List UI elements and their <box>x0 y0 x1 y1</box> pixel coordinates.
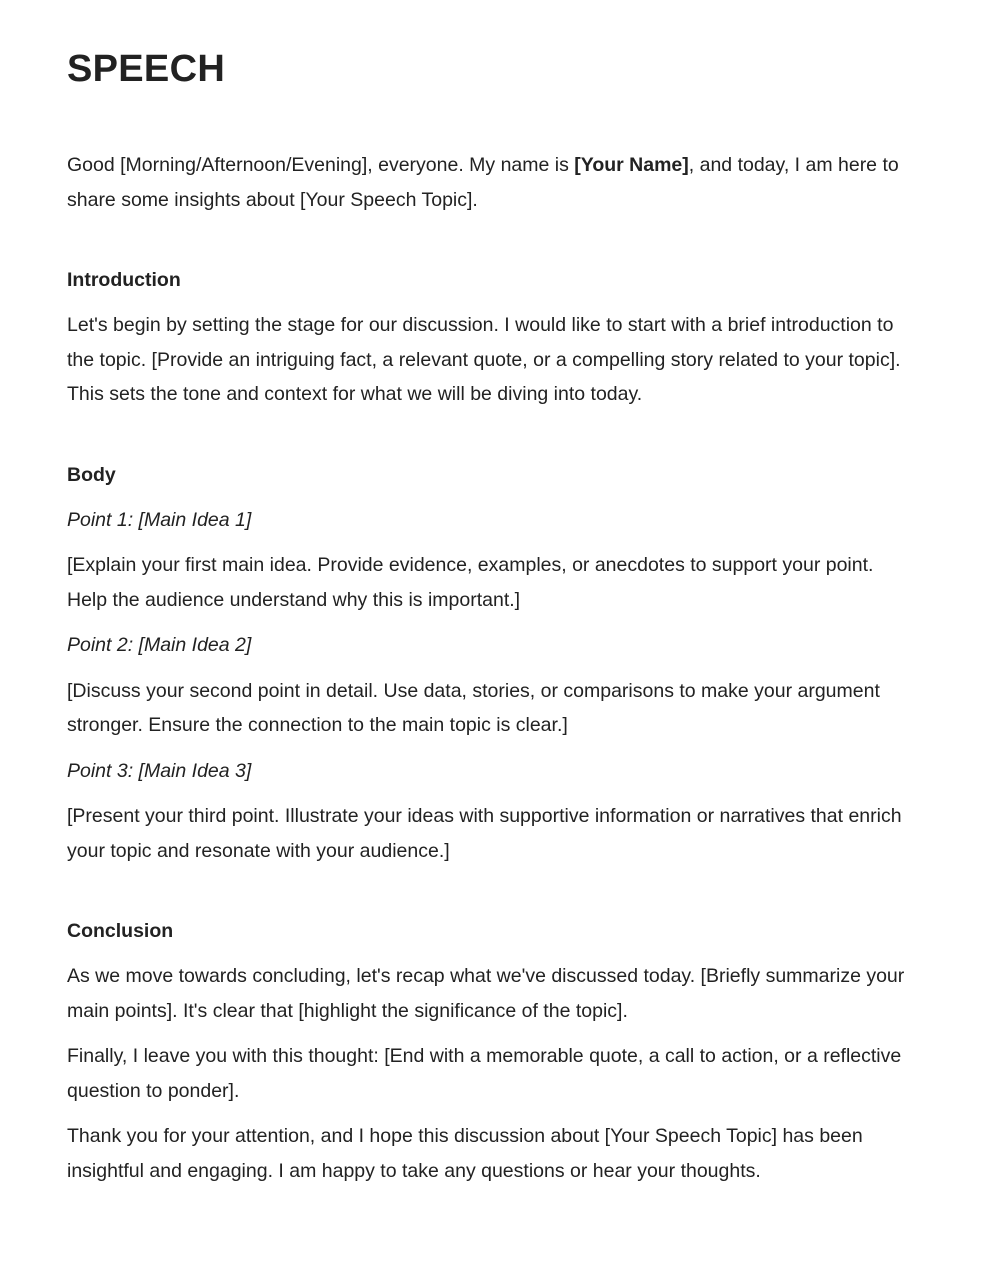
speaker-name-placeholder: [Your Name] <box>574 154 689 176</box>
conclusion-heading: Conclusion <box>67 920 174 942</box>
point-3-title: Point 3: [Main Idea 3] <box>67 759 252 782</box>
greeting-text-before: Good [Morning/Afternoon/Evening], everyone. My name is <box>67 154 575 176</box>
point-1-text: [Explain your first main idea. Provide evidence, examples, or anecdotes to support your point. Help the audience understand why this is important.] <box>67 554 874 611</box>
body-heading: Body <box>67 463 116 486</box>
point-3-text: [Present your third point. Illustrate your ideas with supportive information or narratives that enrich your topic and resonate with your audience.] <box>67 805 902 862</box>
point-2-title: Point 2: [Main Idea 2] <box>67 634 252 656</box>
point-2-text: [Discuss your second point in detail. Use data, stories, or comparisons to make your argument stronger. Ensure the connection to the main topic is clear.] <box>67 679 880 736</box>
introduction-paragraph: Let's begin by setting the stage for our discussion. I would like to start with a brief introduction to the topic. [Provide an intriguing fact, a relevant quote, or a compelling story related to your topic]. This sets the tone and context for what we will be diving into today. <box>67 314 901 405</box>
introduction-heading: Introduction <box>67 269 181 291</box>
greeting-paragraph <box>67 148 917 217</box>
document-title: SPEECH <box>67 48 226 90</box>
conclusion-paragraph-recap: As we move towards concluding, let's recap what we've discussed today. [Briefly summarize your main points]. It's clear that [highlight the significance of the topic]. <box>67 965 905 1022</box>
conclusion-paragraph-thanks: Thank you for your attention, and I hope this discussion about [Your Speech Topic] has been insightful and engaging. I am happy to take any questions or hear your thoughts. <box>67 1125 863 1182</box>
greeting-text-after: , and today, I am here to share some insights about [Your Speech Topic]. <box>67 154 899 211</box>
point-1-title: Point 1: [Main Idea 1] <box>67 508 252 531</box>
conclusion-paragraph-final-thought: Finally, I leave you with this thought: [End with a memorable quote, a call to action, or a reflective question to ponder]. <box>67 1045 902 1102</box>
